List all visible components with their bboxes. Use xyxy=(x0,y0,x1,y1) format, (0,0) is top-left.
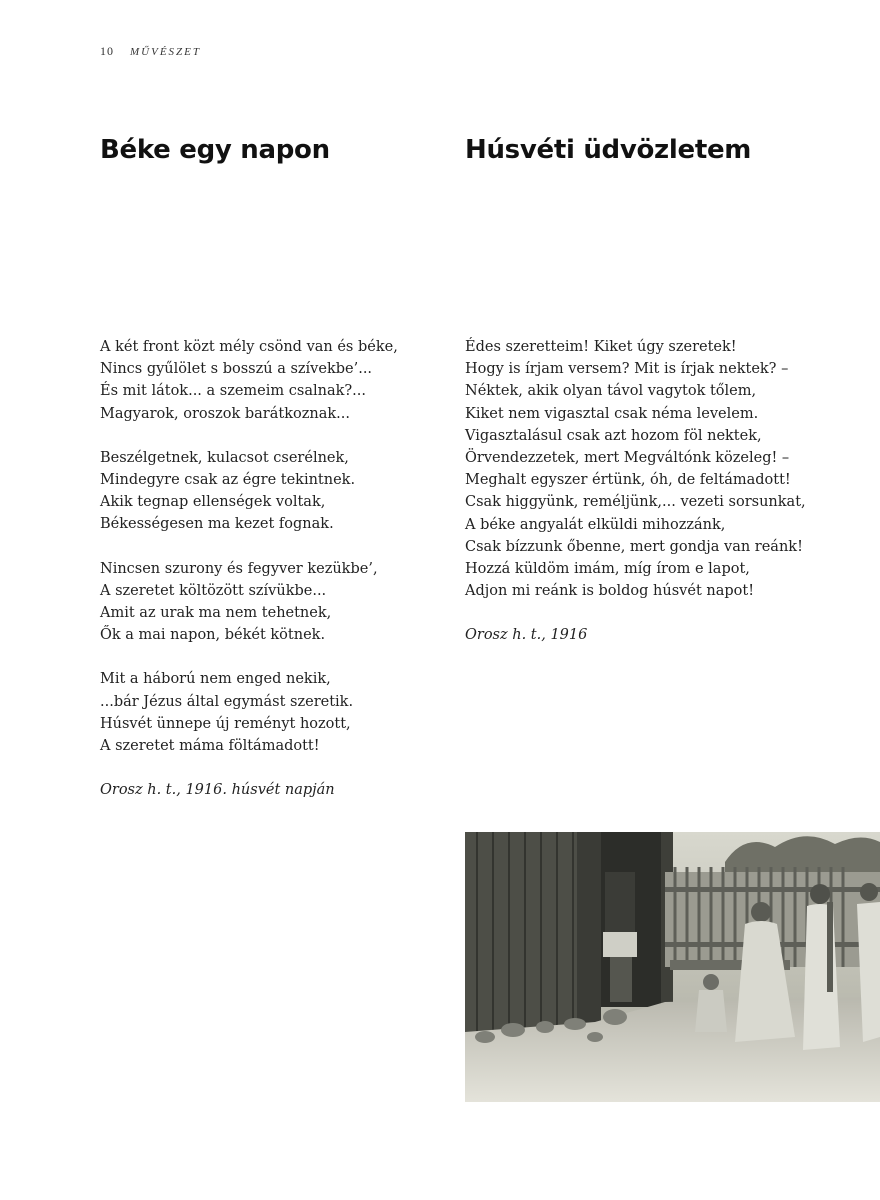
right-poem-body xyxy=(465,336,806,647)
running-header xyxy=(100,44,201,59)
poem-line: Nincs gyűlölet s bosszú a szívekbe’... xyxy=(100,361,373,378)
poem-line: Amit az urak ma nem tehetnek, xyxy=(100,605,332,622)
poem-line: Nincsen szurony és fegyver kezükbe’, xyxy=(100,560,378,577)
poem-line: A szeretet költözött szívükbe... xyxy=(100,582,327,599)
poem-line: Hozzá küldöm imám, míg írom e lapot, xyxy=(465,561,750,578)
poem-line: A béke angyalát elküldi mihozzánk, xyxy=(465,516,726,533)
poem-line: Békességesen ma kezet fognak. xyxy=(100,516,334,533)
left-poem-title: Béke egy napon xyxy=(100,135,330,165)
poem-line: Édes szeretteim! Kiket úgy szeretek! xyxy=(465,339,737,355)
poem-line: A szeretet máma föltámadott! xyxy=(100,738,320,755)
poem-line: Meghalt egyszer értünk, óh, de feltámadott! xyxy=(465,472,791,489)
poem-line: Adjon mi reánk is boldog húsvét napot! xyxy=(465,583,755,600)
poem-line: ...bár Jézus által egymást szeretik. xyxy=(100,693,354,710)
historical-photograph xyxy=(465,832,880,1102)
stanza xyxy=(100,668,398,757)
section-title: MŰVÉSZET xyxy=(130,46,201,58)
photograph-image xyxy=(465,832,880,1102)
page-number: 10 xyxy=(100,44,114,58)
stanza xyxy=(100,336,398,425)
poem-line: A két front közt mély csönd van és béke, xyxy=(100,339,398,355)
poem-line: Kiket nem vigasztal csak néma levelem. xyxy=(465,405,759,422)
poem-line: Mit a háború nem enged nekik, xyxy=(100,671,331,688)
poem-line: Csak higgyünk, reméljünk,... vezeti sorsunkat, xyxy=(465,494,806,511)
poem-line: És mit látok... a szemeim csalnak?... xyxy=(100,383,366,400)
poem-line: Ők a mai napon, békét kötnek. xyxy=(100,627,326,644)
poem-line: Beszélgetnek, kulacsot cserélnek, xyxy=(100,449,349,466)
left-poem-body xyxy=(100,336,398,801)
poem-signature: Orosz h. t., 1916. húsvét napján xyxy=(100,782,335,799)
poem-line: Húsvét ünnepe új reményt hozott, xyxy=(100,715,351,732)
poem-line: Csak bízzunk őbenne, mert gondja van reánk! xyxy=(465,538,803,555)
stanza xyxy=(100,447,398,536)
poem-line: Magyarok, oroszok barátkoznak... xyxy=(100,405,350,422)
stanza xyxy=(465,336,806,602)
poem-line: Hogy is írjam versem? Mit is írjak nektek? – xyxy=(465,361,789,378)
poem-line: Vigasztalásul csak azt hozom föl nektek, xyxy=(465,427,762,444)
poem-line: Néktek, akik olyan távol vagytok tőlem, xyxy=(465,383,757,400)
poem-signature: Orosz h. t., 1916 xyxy=(465,627,588,644)
poem-line: Örvendezzetek, mert Megváltónk közeleg! – xyxy=(465,450,790,467)
stanza xyxy=(100,558,398,647)
poem-line: Mindegyre csak az égre tekintnek. xyxy=(100,472,356,489)
poem-line: Akik tegnap ellenségek voltak, xyxy=(100,494,326,511)
right-poem-title: Húsvéti üdvözletem xyxy=(465,135,752,165)
